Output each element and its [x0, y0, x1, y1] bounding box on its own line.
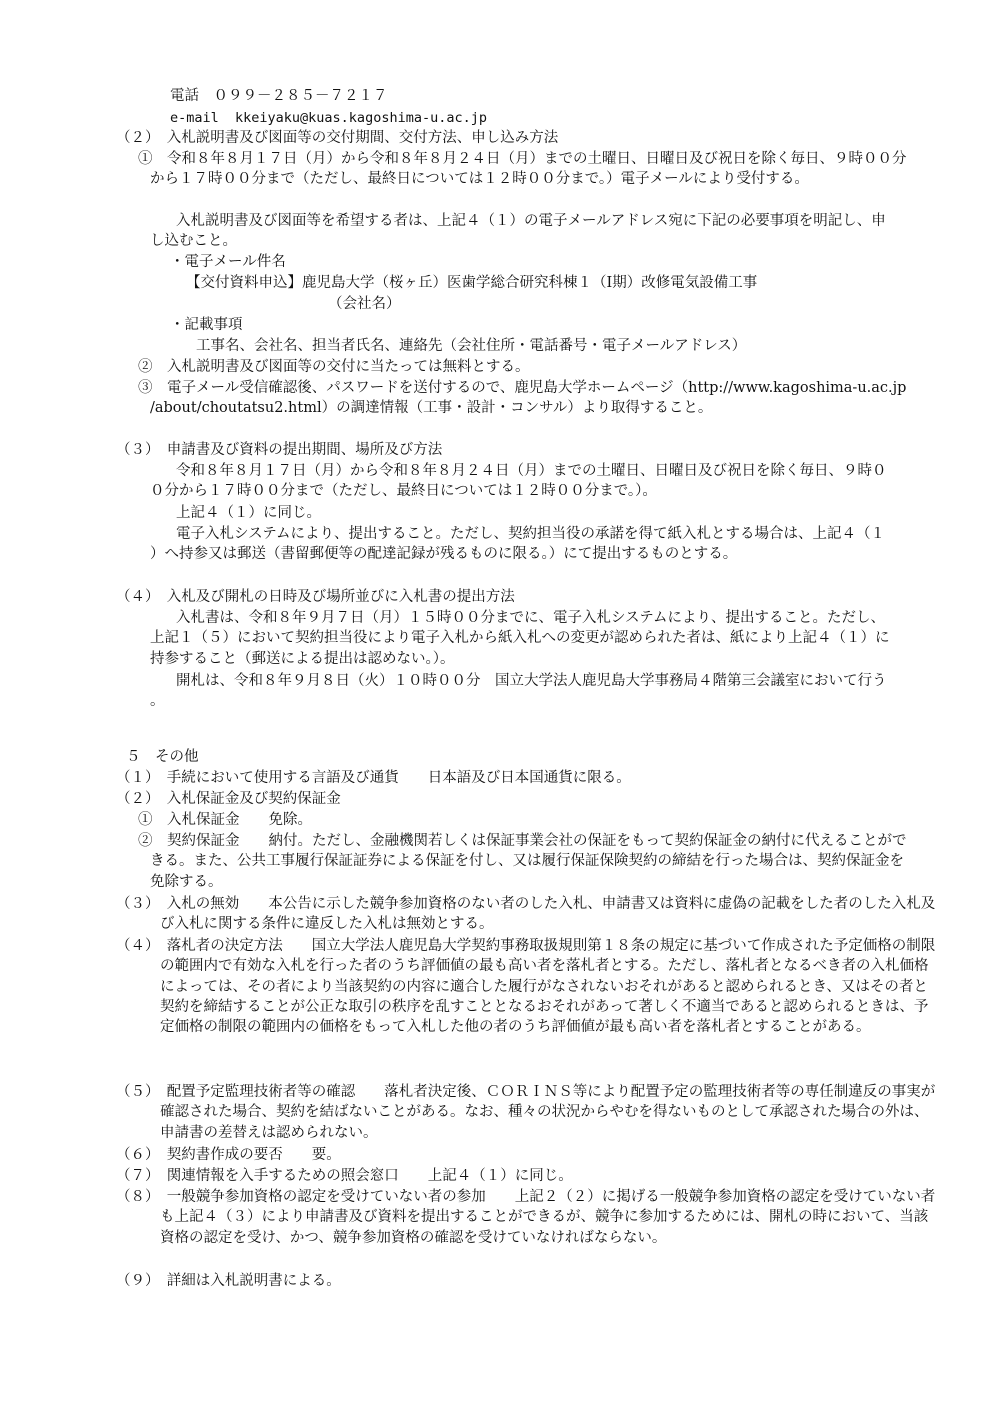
section-4-3-place: 上記４（１）に同じ。 — [176, 505, 321, 521]
section-5-item-5: （５） 配置予定監理技術者等の確認 落札者決定後、ＣＯＲＩＮＳ等により配置予定の監理技術者等の専任制違反の事実が確認された場合、契約を結ばないことがある。なお、種々の状況からやむを得ないものとして承認された場合の外は、申請書の差替えは認められない。 — [116, 1084, 936, 1141]
section-4-2-item-1: ① 令和８年８月１７日（月）から令和８年８月２４日（月）までの土曜日、日曜日及び祝日を除く毎日、９時００分から１７時００分まで（ただし、最終日については１２時００分まで。）電子メールにより受付する。 — [138, 151, 907, 188]
section-4-3-heading: （３） 申請書及び資料の提出期間、場所及び方法 — [116, 442, 443, 458]
contact-email[interactable]: e-mail kkeiyaku@kuas.kagoshima-u.ac.jp — [170, 110, 487, 126]
section-5-item-4: （４） 落札者の決定方法 国立大学法人鹿児島大学契約事務取扱規則第１８条の規定に基づいて作成された予定価格の制限の範囲内で有効な入札を行った者のうち評価値の最も高い者を落札者とする。ただし、落札者となるべき者の入札価格によっては、その者により当該契約の内容に適合した履行がなされないおそれがあると認められるとき、又はその者と契約を締結することが公正な取引の秩序を乱すこととなるおそれがあって著しく不適当であると認められるときは、予定価格の制限の範囲内の価格をもって入札した他の者のうち評価値が最も高い者を落札者とすることがある。 — [116, 938, 936, 1036]
section-5-item-1: （１） 手続において使用する言語及び通貨 日本語及び日本国通貨に限る。 — [116, 770, 631, 786]
section-4-3-method: 電子入札システムにより、提出すること。ただし、契約担当役の承諾を得て紙入札とする場合は、上記４（１）へ持参又は郵送（書留郵便等の配達記録が残るものに限る。）にて提出するものとする。 — [150, 526, 886, 563]
section-5-item-2-1: ① 入札保証金 免除。 — [138, 812, 312, 828]
section-5-item-6: （６） 契約書作成の要否 要。 — [116, 1147, 341, 1163]
section-5-item-3: （３） 入札の無効 本公告に示した競争参加資格のない者のした入札、申請書又は資料に虚偽の記載をした者のした入札及び入札に関する条件に違反した入札は無効とする。 — [116, 896, 936, 933]
section-5-item-2: （２） 入札保証金及び契約保証金 — [116, 791, 341, 807]
section-4-3-period: 令和８年８月１７日（月）から令和８年８月２４日（月）までの土曜日、日曜日及び祝日を除く毎日、９時００分から１７時００分まで（ただし、最終日については１２時００分まで。）。 — [150, 463, 887, 500]
email-subject-company: （会社名） — [328, 296, 401, 312]
section-4-4-opening: 開札は、令和８年９月８日（火）１０時００分 国立大学法人鹿児島大学事務局４階第三会議室において行う。 — [150, 673, 887, 710]
entry-items-text: 工事名、会社名、担当者氏名、連絡先（会社住所・電話番号・電子メールアドレス） — [196, 338, 747, 354]
section-5-item-7: （７） 関連情報を入手するための照会窓口 上記４（１）に同じ。 — [116, 1168, 573, 1184]
section-5-item-8: （８） 一般競争参加資格の認定を受けていない者の参加 上記２（２）に掲げる一般競争参加資格の認定を受けていない者も上記４（３）により申請書及び資料を提出することができるが、競争に参加するためには、開札の時において、当該資格の認定を受け、かつ、競争参加資格の確認を受けていなければならない。 — [116, 1189, 936, 1246]
contact-phone: 電話 ０９９－２８５－７２１７ — [170, 88, 388, 104]
email-subject-label: ・電子メール件名 — [170, 254, 286, 270]
entry-items-label: ・記載事項 — [170, 317, 243, 333]
section-4-2-item-3: ③ 電子メール受信確認後、パスワードを送付するので、鹿児島大学ホームページ（http://www.kagoshima-u.ac.jp/about/choutatsu2.html）の調達情報（工事・設計・コンサル）より取得すること。 — [138, 380, 907, 417]
email-subject-text: 【交付資料申込】鹿児島大学（桜ヶ丘）医歯学総合研究科棟１（Ⅰ期）改修電気設備工事 — [186, 275, 758, 291]
section-5-item-9: （９） 詳細は入札説明書による。 — [116, 1273, 341, 1289]
section-4-2-heading: （２） 入札説明書及び図面等の交付期間、交付方法、申し込み方法 — [116, 130, 559, 146]
section-4-4-submission: 入札書は、令和８年９月７日（月）１５時００分までに、電子入札システムにより、提出すること。ただし、上記１（５）において契約担当役により電子入札から紙入札への変更が認められた者は、紙により上記４（１）に持参すること（郵送による提出は認めない。）。 — [150, 610, 890, 667]
section-4-2-item-1-note: 入札説明書及び図面等を希望する者は、上記４（１）の電子メールアドレス宛に下記の必要事項を明記し、申し込むこと。 — [150, 213, 886, 250]
section-4-4-heading: （４） 入札及び開札の日時及び場所並びに入札書の提出方法 — [116, 589, 515, 605]
section-4-2-item-2: ② 入札説明書及び図面等の交付に当たっては無料とする。 — [138, 359, 530, 375]
section-5-item-2-2: ② 契約保証金 納付。ただし、金融機関若しくは保証事業会社の保証をもって契約保証金の納付に代えることができる。また、公共工事履行保証証券による保証を付し、又は履行保証保険契約の締結を行った場合は、契約保証金を免除する。 — [138, 833, 907, 890]
section-5-heading: ５ その他 — [126, 749, 199, 765]
